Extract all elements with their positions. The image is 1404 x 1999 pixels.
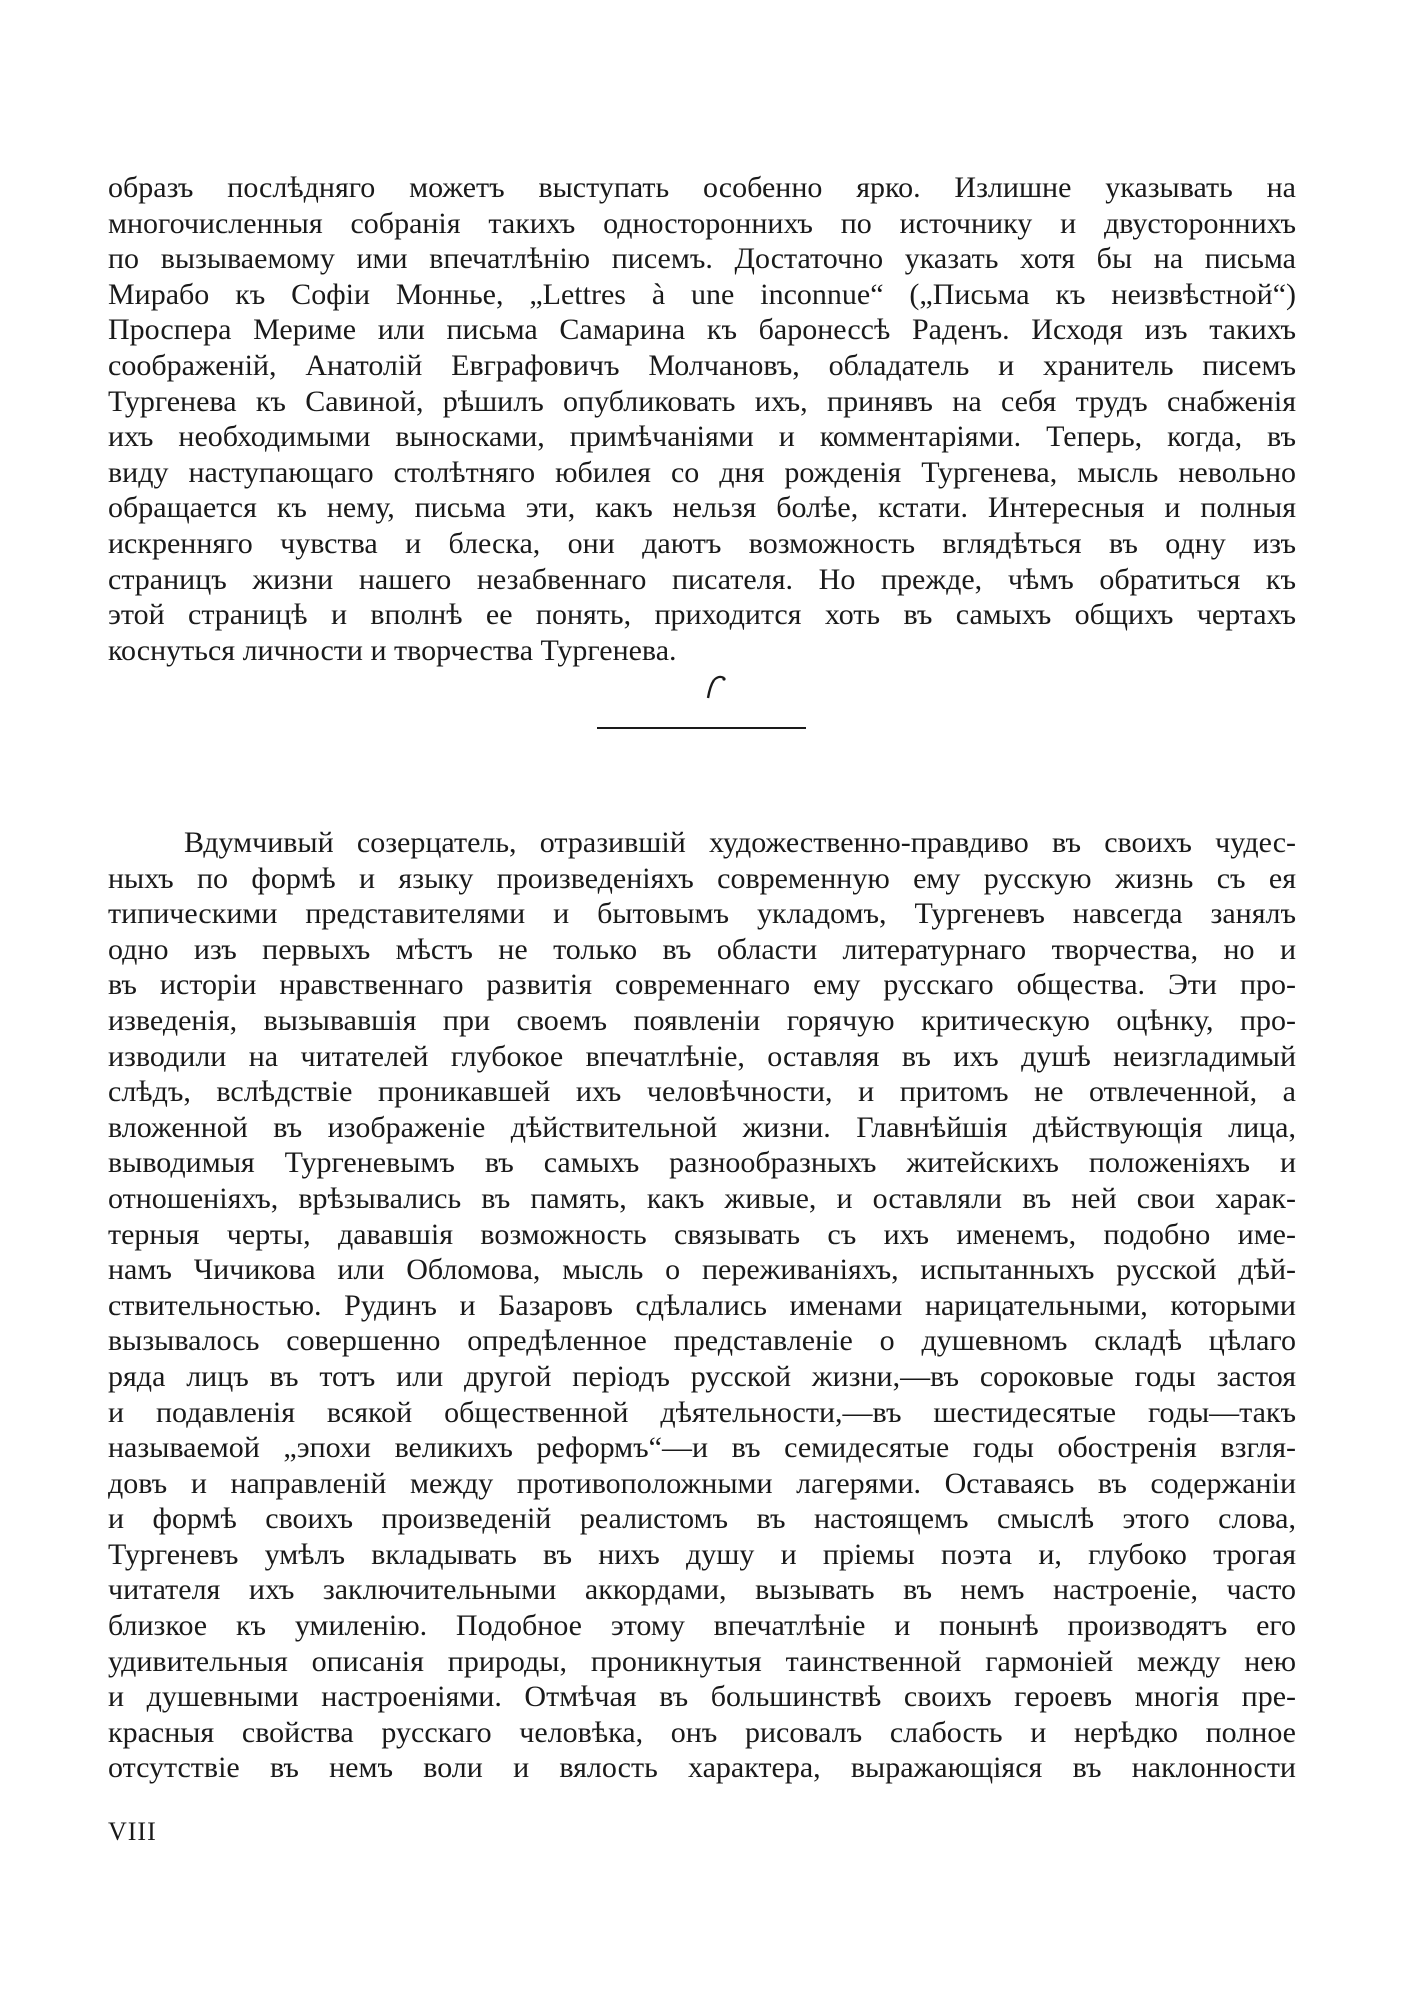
text-line: этой страницѣ и вполнѣ ее понять, приходится хоть въ самыхъ общихъ чертахъ	[108, 598, 1296, 632]
text-line: образъ послѣдняго можетъ выступать особенно ярко. Излишне указывать на	[108, 171, 1296, 204]
text-line: довъ и направленій между противоположными лагерями. Оставаясь въ содержаніи	[108, 1466, 1296, 1500]
text-line: и душевными настроеніями. Отмѣчая въ большинствѣ своихъ героевъ многія пре-	[108, 1680, 1296, 1714]
text-line: читателя ихъ заключительными аккордами, вызывать въ немъ настроеніе, часто	[108, 1573, 1296, 1607]
text-line: Тургенева къ Савиной, рѣшилъ опубликовать ихъ, принявъ на себя трудъ снабженія	[108, 384, 1296, 418]
text-line: коснуться личности и творчества Тургенева.	[108, 633, 677, 667]
text-line: по вызываемому ими впечатлѣнію писемъ. Достаточно указать хотя бы на письма	[108, 242, 1296, 276]
paragraph-1	[108, 170, 1296, 668]
ornament-mark-icon	[704, 672, 728, 702]
text-line: намъ Чичикова или Обломова, мысль о переживаніяхъ, испытанныхъ русской дѣй-	[108, 1253, 1296, 1287]
section-divider	[597, 727, 806, 729]
text-line: изведенія, вызывавшія при своемъ появленіи горячую критическую оцѣнку, про-	[108, 1003, 1296, 1037]
text-line: виду наступающаго столѣтняго юбилея со дня рожденія Тургенева, мысль невольно	[108, 455, 1296, 489]
text-line: отношеніяхъ, врѣзывались въ память, какъ живые, и оставляли въ ней свои харак-	[108, 1181, 1296, 1215]
text-line: ныхъ по формѣ и языку произведеніяхъ современную ему русскую жизнь съ ея	[108, 861, 1296, 895]
text-line: Проспера Мериме или письма Самарина къ баронессѣ Раденъ. Исходя изъ такихъ	[108, 313, 1296, 347]
text-line: красныя свойства русскаго человѣка, онъ рисовалъ слабость и нерѣдко полное	[108, 1715, 1296, 1749]
page-number: VIII	[108, 1817, 157, 1846]
text-line: въ исторіи нравственнаго развитія современнаго ему русскаго общества. Эти про-	[108, 968, 1296, 1002]
text-line: обращается къ нему, письма эти, какъ нельзя болѣе, кстати. Интересныя и полныя	[108, 491, 1296, 525]
text-line: близкое къ умиленію. Подобное этому впечатлѣніе и понынѣ производятъ его	[108, 1609, 1296, 1643]
text-line: терныя черты, дававшія возможность связывать съ ихъ именемъ, подобно име-	[108, 1217, 1296, 1251]
text-line: одно изъ первыхъ мѣстъ не только въ области литературнаго творчества, но и	[108, 932, 1296, 966]
text-line: слѣдъ, вслѣдствіе проникавшей ихъ человѣчности, и притомъ не отвлеченной, а	[108, 1075, 1296, 1109]
text-line: изводили на читателей глубокое впечатлѣніе, оставляя въ ихъ душѣ неизгладимый	[108, 1039, 1296, 1073]
text-line: типическими представителями и бытовымъ укладомъ, Тургеневъ навсегда занялъ	[108, 897, 1296, 931]
text-line: ихъ необходимыми выносками, примѣчаніями и комментаріями. Теперь, когда, въ	[108, 420, 1296, 454]
text-line: ствительностью. Рудинъ и Базаровъ сдѣлались именами нарицательными, которыми	[108, 1288, 1296, 1322]
text-line: выводимыя Тургеневымъ въ самыхъ разнообразныхъ житейскихъ положеніяхъ и	[108, 1146, 1296, 1180]
text-line: отсутствіе въ немъ воли и вялость характера, выражающіяся въ наклонности	[108, 1751, 1296, 1785]
text-line: соображеній, Анатолій Евграфовичъ Молчановъ, обладатель и хранитель писемъ	[108, 348, 1296, 382]
text-line: многочисленныя собранія такихъ одностороннихъ по источнику и двустороннихъ	[108, 206, 1296, 240]
text-line: Мирабо къ Софіи Моннье, „Lettres à une inconnue“ („Письма къ неизвѣстной“)	[108, 277, 1296, 311]
paragraph-2	[108, 825, 1296, 1786]
text-line: и формѣ своихъ произведеній реалистомъ въ настоящемъ смыслѣ этого слова,	[108, 1502, 1296, 1536]
text-line: страницъ жизни нашего незабвеннаго писателя. Но прежде, чѣмъ обратиться къ	[108, 562, 1296, 596]
text-line: Вдумчивый созерцатель, отразившій художественно-правдиво въ своихъ чудес-	[184, 826, 1296, 859]
text-line: ряда лицъ въ тотъ или другой періодъ русской жизни,—въ сороковые годы застоя	[108, 1359, 1296, 1393]
text-line: и подавленія всякой общественной дѣятельности,—въ шестидесятые годы—такъ	[108, 1395, 1296, 1429]
text-line: называемой „эпохи великихъ реформъ“—и въ семидесятые годы обостренія взгля-	[108, 1431, 1296, 1465]
text-line: искренняго чувства и блеска, они даютъ возможность вглядѣться въ одну изъ	[108, 526, 1296, 560]
text-line: удивительныя описанія природы, проникнутыя таинственной гармоніей между нею	[108, 1644, 1296, 1678]
text-line: вызывалось совершенно опредѣленное представленіе о душевномъ складѣ цѣлаго	[108, 1324, 1296, 1358]
text-line: вложенной въ изображеніе дѣйствительной жизни. Главнѣйшія дѣйствующія лица,	[108, 1110, 1296, 1144]
text-line: Тургеневъ умѣлъ вкладывать въ нихъ душу и пріемы поэта и, глубоко трогая	[108, 1537, 1296, 1571]
